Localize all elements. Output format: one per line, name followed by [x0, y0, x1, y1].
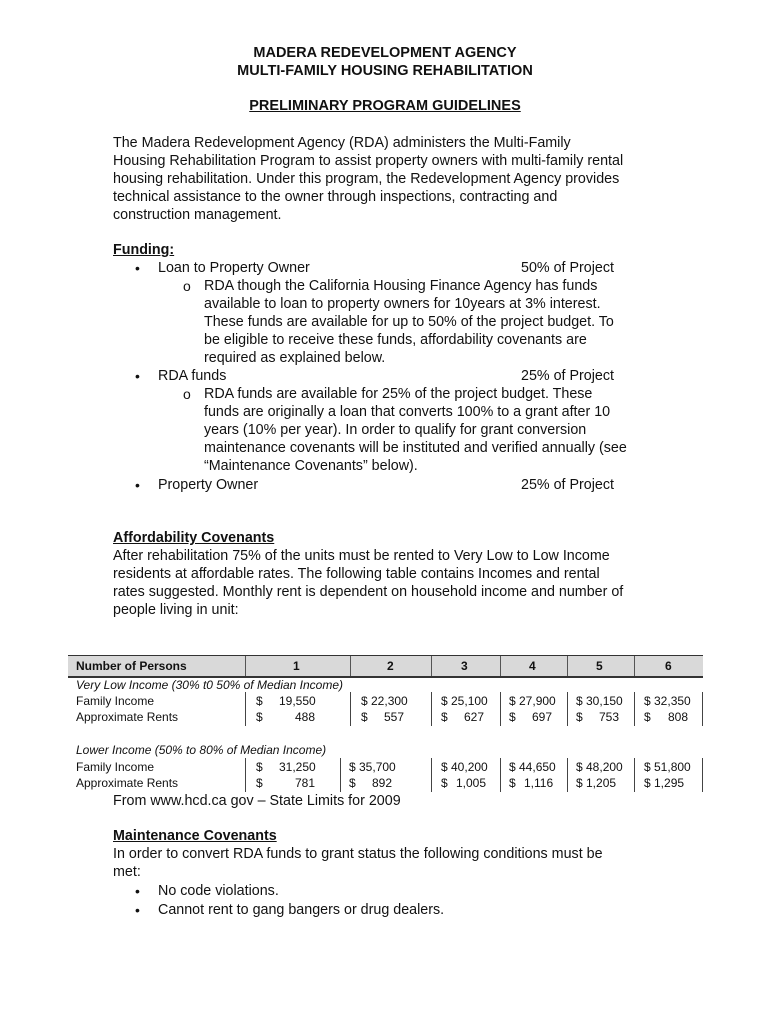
table-cell: 781	[295, 776, 316, 790]
affordability-line: people living in unit:	[113, 602, 239, 618]
header-divider	[245, 656, 246, 676]
table-cell: 697	[532, 710, 553, 724]
table-cell: 557	[384, 710, 405, 724]
affordability-line: residents at affordable rates. The following table contains Incomes and rental	[113, 566, 600, 582]
header-divider	[500, 656, 501, 676]
funding-detail-line: required as explained below.	[204, 350, 386, 366]
cell-divider	[567, 692, 568, 726]
maintenance-bullet-text: No code violations.	[158, 883, 279, 899]
cell-divider	[634, 692, 635, 726]
table-cell: 627	[464, 710, 485, 724]
persons-2: 2	[387, 659, 394, 673]
table-cell: $ 27,900	[509, 694, 556, 708]
affordability-line: rates suggested. Monthly rent is dependent on household income and number of	[113, 584, 624, 600]
table-cell: 488	[295, 710, 316, 724]
guidelines-title: PRELIMINARY PROGRAM GUIDELINES	[249, 98, 521, 114]
funding-detail-line: be eligible to receive these funds, affordability covenants are	[204, 332, 587, 348]
table-cell: 808	[668, 710, 689, 724]
cell-divider	[350, 692, 351, 726]
table-cell: $ 40,200	[441, 760, 488, 774]
cell-divider	[245, 758, 246, 792]
cell-divider	[500, 692, 501, 726]
cell-divider	[245, 692, 246, 726]
table-cell: 31,250	[279, 760, 316, 774]
table-cell: $	[644, 710, 651, 724]
table-cell: $	[509, 776, 516, 790]
funding-heading: Funding:	[113, 242, 175, 258]
cell-divider	[634, 758, 635, 792]
maintenance-heading: Maintenance Covenants	[113, 828, 277, 844]
intro-line: housing rehabilitation. Under this program, the Redevelopment Agency provides	[113, 171, 620, 187]
funding-detail-line: funds are originally a loan that converts 100% to a grant after 10	[204, 404, 611, 420]
table-cell: $	[349, 776, 356, 790]
header-divider	[567, 656, 568, 676]
table-header-row	[68, 655, 703, 678]
cell-divider	[567, 758, 568, 792]
funding-share: 50% of Project	[521, 260, 614, 276]
intro-line: Housing Rehabilitation Program to assist property owners with multi-family rental	[113, 153, 624, 169]
funding-share: 25% of Project	[521, 477, 614, 493]
cell-divider	[431, 692, 432, 726]
bullet-glyph: •	[135, 260, 140, 276]
table-cell: $ 1,295	[644, 776, 685, 790]
cell-divider	[500, 758, 501, 792]
table-cell: $ 51,800	[644, 760, 691, 774]
persons-5: 5	[596, 659, 603, 673]
funding-detail-line: RDA though the California Housing Finance Agency has funds	[204, 278, 598, 294]
row-label: Approximate Rents	[76, 776, 179, 790]
table-cell: $ 48,200	[576, 760, 623, 774]
cell-divider	[702, 692, 703, 726]
intro-line: construction management.	[113, 207, 282, 223]
table-cell: $ 30,150	[576, 694, 623, 708]
table-cell: $ 44,650	[509, 760, 556, 774]
persons-1: 1	[293, 659, 300, 673]
bullet-glyph: •	[135, 368, 140, 384]
cell-divider	[702, 758, 703, 792]
bullet-glyph: •	[135, 883, 140, 899]
table-cell: $	[256, 710, 263, 724]
intro-line: technical assistance to the owner through inspections, contracting and	[113, 189, 558, 205]
header-divider	[431, 656, 432, 676]
header-divider	[350, 656, 351, 676]
group-title: Lower Income (50% to 80% of Median Income)	[76, 743, 327, 757]
persons-header: Number of Persons	[76, 659, 187, 673]
bullet-glyph: •	[135, 902, 140, 918]
row-label: Family Income	[76, 694, 155, 708]
maintenance-bullet-text: Cannot rent to gang bangers or drug dealers.	[158, 902, 445, 918]
persons-3: 3	[461, 659, 468, 673]
sub-bullet-glyph: o	[183, 278, 191, 294]
table-cell: $	[256, 776, 263, 790]
bullet-glyph: •	[135, 477, 140, 493]
table-cell: 892	[372, 776, 393, 790]
persons-6: 6	[665, 659, 672, 673]
table-cell: $ 35,700	[349, 760, 396, 774]
funding-detail-line: RDA funds are available for 25% of the project budget. These	[204, 386, 593, 402]
maintenance-line: In order to convert RDA funds to grant status the following conditions must be	[113, 846, 603, 862]
program-title: MULTI-FAMILY HOUSING REHABILITATION	[237, 63, 533, 79]
funding-detail-line: “Maintenance Covenants” below).	[204, 458, 418, 474]
table-cell: 1,005	[456, 776, 487, 790]
affordability-heading: Affordability Covenants	[113, 530, 275, 546]
table-cell: 1,116	[524, 776, 554, 790]
agency-title: MADERA REDEVELOPMENT AGENCY	[253, 45, 517, 61]
table-cell: $ 32,350	[644, 694, 691, 708]
group-title: Very Low Income (30% t0 50% of Median Income)	[76, 678, 344, 692]
cell-divider	[431, 758, 432, 792]
header-divider	[634, 656, 635, 676]
funding-detail-line: available to loan to property owners for 10years at 3% interest.	[204, 296, 601, 312]
funding-label: Property Owner	[158, 477, 259, 493]
table-cell: $	[509, 710, 516, 724]
funding-label: RDA funds	[158, 368, 227, 384]
maintenance-line: met:	[113, 864, 141, 880]
sub-bullet-glyph: o	[183, 386, 191, 402]
table-cell: $ 1,205	[576, 776, 617, 790]
funding-detail-line: These funds are available for up to 50% of the project budget. To	[204, 314, 614, 330]
persons-4: 4	[529, 659, 536, 673]
intro-line: The Madera Redevelopment Agency (RDA) administers the Multi-Family	[113, 135, 571, 151]
funding-detail-line: maintenance covenants will be instituted and verified annually (see	[204, 440, 627, 456]
table-cell: $	[256, 694, 263, 708]
row-label: Approximate Rents	[76, 710, 179, 724]
funding-label: Loan to Property Owner	[158, 260, 310, 276]
table-cell: $	[441, 776, 448, 790]
funding-share: 25% of Project	[521, 368, 614, 384]
affordability-line: After rehabilitation 75% of the units must be rented to Very Low to Low Income	[113, 548, 610, 564]
table-cell: 753	[599, 710, 620, 724]
table-cell: $	[576, 710, 583, 724]
table-cell: 19,550	[279, 694, 316, 708]
table-source: From www.hcd.ca gov – State Limits for 2009	[113, 793, 401, 809]
table-cell: $ 25,100	[441, 694, 488, 708]
table-cell: $	[441, 710, 448, 724]
table-cell: $	[256, 760, 263, 774]
table-cell: $	[361, 710, 368, 724]
table-cell: $ 22,300	[361, 694, 408, 708]
cell-divider	[340, 758, 341, 792]
row-label: Family Income	[76, 760, 155, 774]
funding-detail-line: years (10% per year). In order to qualify for grant conversion	[204, 422, 587, 438]
